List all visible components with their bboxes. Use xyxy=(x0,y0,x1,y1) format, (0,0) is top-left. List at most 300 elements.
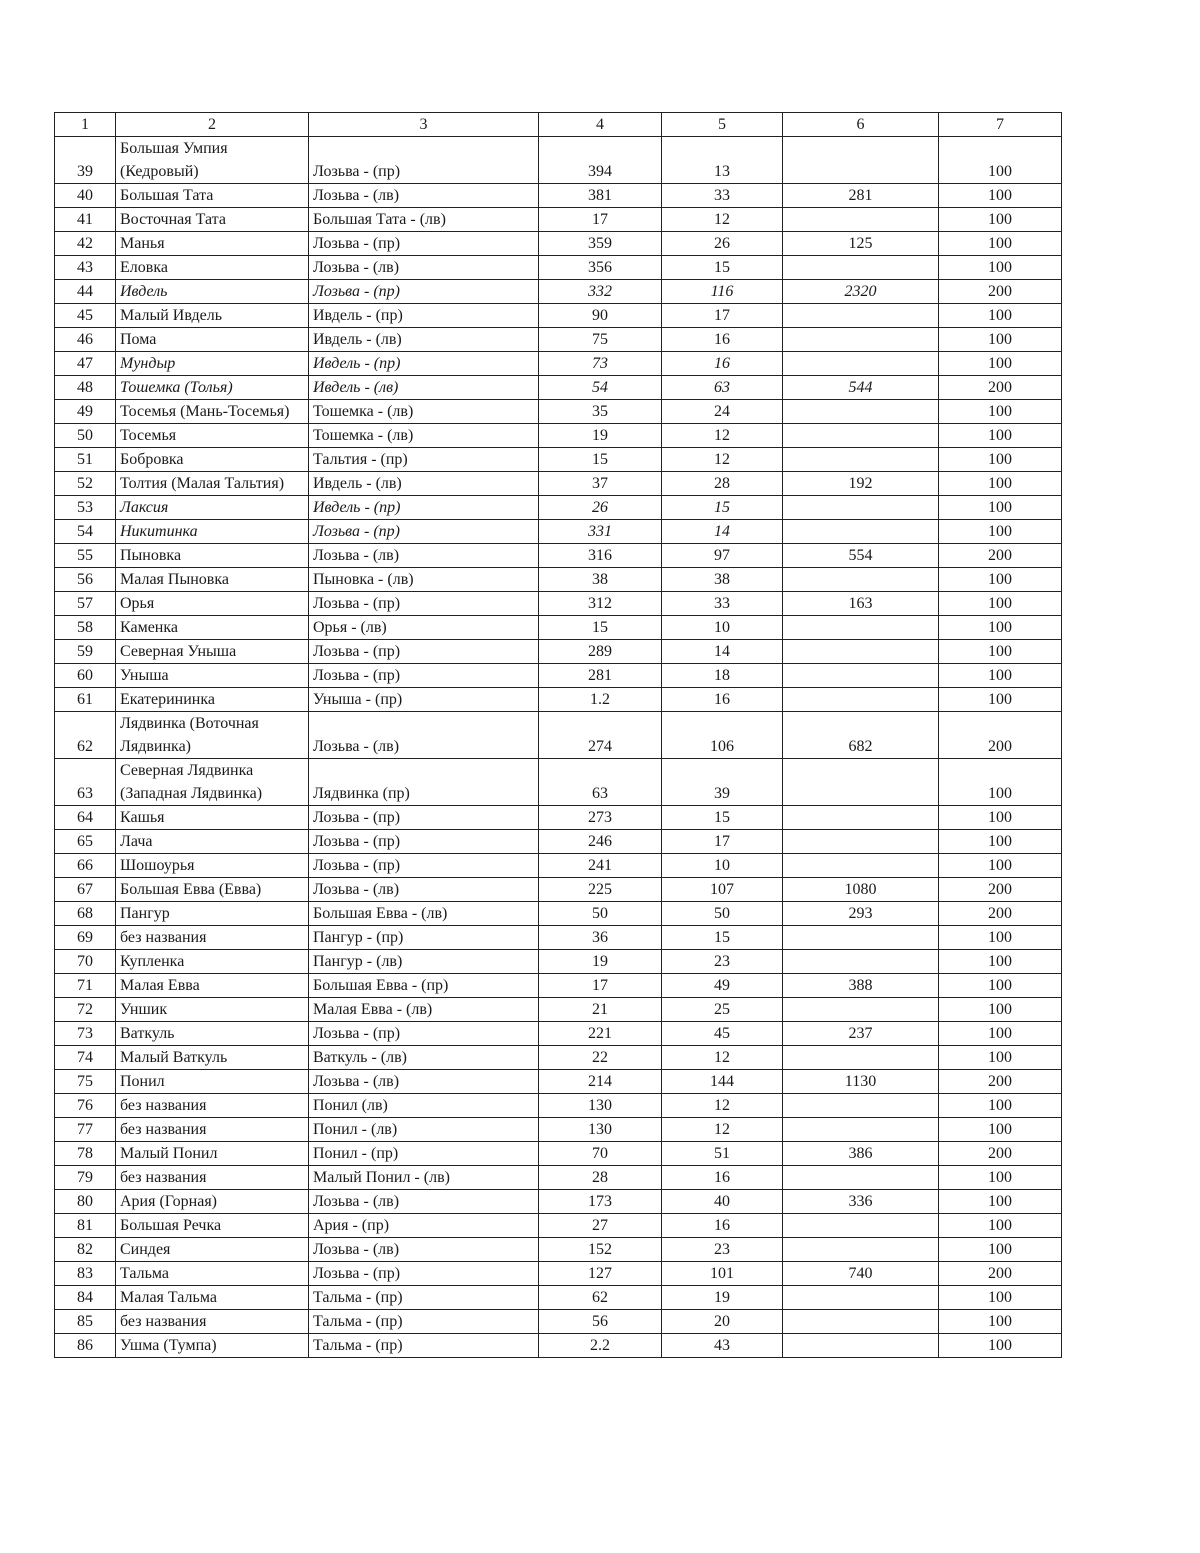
mouth-location: Лозьва - (пр) xyxy=(309,137,539,184)
value-col6 xyxy=(783,304,939,328)
mouth-location: Ивдель - (лв) xyxy=(309,328,539,352)
river-name: Екатерининка xyxy=(116,688,309,712)
value-col7: 100 xyxy=(939,472,1062,496)
value-col5: 17 xyxy=(662,304,783,328)
value-col6: 544 xyxy=(783,376,939,400)
value-col4: 90 xyxy=(539,304,662,328)
value-col6: 1130 xyxy=(783,1070,939,1094)
value-col6 xyxy=(783,520,939,544)
row-number: 52 xyxy=(55,472,116,496)
row-number: 42 xyxy=(55,232,116,256)
header-cell: 5 xyxy=(662,113,783,137)
value-col6: 237 xyxy=(783,1022,939,1046)
row-number: 46 xyxy=(55,328,116,352)
value-col5: 18 xyxy=(662,664,783,688)
table-row xyxy=(55,1142,1062,1166)
value-col7: 100 xyxy=(939,184,1062,208)
value-col7: 100 xyxy=(939,1190,1062,1214)
value-col4: 19 xyxy=(539,424,662,448)
value-col5: 10 xyxy=(662,854,783,878)
mouth-location: Ваткуль - (лв) xyxy=(309,1046,539,1070)
mouth-location: Лозьва - (лв) xyxy=(309,1190,539,1214)
row-number: 63 xyxy=(55,759,116,806)
river-name: Лаксия xyxy=(116,496,309,520)
row-number: 71 xyxy=(55,974,116,998)
mouth-location: Большая Евва - (лв) xyxy=(309,902,539,926)
mouth-location: Лозьва - (лв) xyxy=(309,712,539,759)
value-col6: 125 xyxy=(783,232,939,256)
row-number: 76 xyxy=(55,1094,116,1118)
mouth-location: Лозьва - (пр) xyxy=(309,830,539,854)
mouth-location: Лозьва - (пр) xyxy=(309,520,539,544)
table-row xyxy=(55,544,1062,568)
table-row xyxy=(55,568,1062,592)
table-row xyxy=(55,137,1062,184)
value-col6: 740 xyxy=(783,1262,939,1286)
value-col7: 100 xyxy=(939,1238,1062,1262)
river-name: Тосемья (Мань-Тосемья) xyxy=(116,400,309,424)
mouth-location: Уныша - (пр) xyxy=(309,688,539,712)
value-col4: 312 xyxy=(539,592,662,616)
value-col4: 35 xyxy=(539,400,662,424)
river-name: Орья xyxy=(116,592,309,616)
mouth-location: Лозьва - (пр) xyxy=(309,806,539,830)
table-row xyxy=(55,830,1062,854)
mouth-location: Лядвинка (пр) xyxy=(309,759,539,806)
mouth-location: Лозьва - (лв) xyxy=(309,1238,539,1262)
value-col7: 100 xyxy=(939,592,1062,616)
value-col5: 19 xyxy=(662,1286,783,1310)
river-name: Синдея xyxy=(116,1238,309,1262)
mouth-location: Тошемка - (лв) xyxy=(309,424,539,448)
value-col7: 100 xyxy=(939,520,1062,544)
value-col5: 106 xyxy=(662,712,783,759)
value-col7: 200 xyxy=(939,280,1062,304)
table-row xyxy=(55,232,1062,256)
value-col4: 152 xyxy=(539,1238,662,1262)
value-col7: 100 xyxy=(939,1118,1062,1142)
mouth-location: Большая Евва - (пр) xyxy=(309,974,539,998)
table-row xyxy=(55,208,1062,232)
value-col6: 554 xyxy=(783,544,939,568)
river-name: без названия xyxy=(116,1166,309,1190)
row-number: 64 xyxy=(55,806,116,830)
value-col4: 225 xyxy=(539,878,662,902)
value-col6: 281 xyxy=(783,184,939,208)
table-row xyxy=(55,712,1062,759)
value-col4: 56 xyxy=(539,1310,662,1334)
river-name: без названия xyxy=(116,1310,309,1334)
row-number: 47 xyxy=(55,352,116,376)
mouth-location: Орья - (лв) xyxy=(309,616,539,640)
value-col6: 2320 xyxy=(783,280,939,304)
value-col6 xyxy=(783,208,939,232)
value-col5: 116 xyxy=(662,280,783,304)
value-col5: 13 xyxy=(662,137,783,184)
value-col5: 16 xyxy=(662,352,783,376)
value-col5: 39 xyxy=(662,759,783,806)
value-col6 xyxy=(783,854,939,878)
value-col5: 107 xyxy=(662,878,783,902)
mouth-location: Лозьва - (пр) xyxy=(309,640,539,664)
river-name: Никитинка xyxy=(116,520,309,544)
value-col5: 40 xyxy=(662,1190,783,1214)
value-col6: 1080 xyxy=(783,878,939,902)
table-row xyxy=(55,1070,1062,1094)
value-col5: 12 xyxy=(662,208,783,232)
header-row xyxy=(55,113,1062,137)
value-col6 xyxy=(783,424,939,448)
mouth-location: Ивдель - (пр) xyxy=(309,304,539,328)
river-name: Манья xyxy=(116,232,309,256)
value-col7: 100 xyxy=(939,1310,1062,1334)
value-col5: 28 xyxy=(662,472,783,496)
river-name: Толтия (Малая Тальтия) xyxy=(116,472,309,496)
river-name: Бобровка xyxy=(116,448,309,472)
value-col4: 127 xyxy=(539,1262,662,1286)
table-row xyxy=(55,424,1062,448)
value-col6: 336 xyxy=(783,1190,939,1214)
value-col7: 200 xyxy=(939,878,1062,902)
table-row xyxy=(55,256,1062,280)
value-col7: 200 xyxy=(939,544,1062,568)
row-number: 49 xyxy=(55,400,116,424)
value-col4: 316 xyxy=(539,544,662,568)
table-row xyxy=(55,616,1062,640)
table-row xyxy=(55,352,1062,376)
table-row xyxy=(55,1238,1062,1262)
row-number: 86 xyxy=(55,1334,116,1358)
row-number: 65 xyxy=(55,830,116,854)
river-name: Уныша xyxy=(116,664,309,688)
row-number: 78 xyxy=(55,1142,116,1166)
mouth-location: Ивдель - (пр) xyxy=(309,352,539,376)
table-row xyxy=(55,688,1062,712)
mouth-location: Тальма - (пр) xyxy=(309,1334,539,1358)
value-col5: 14 xyxy=(662,640,783,664)
header-cell: 4 xyxy=(539,113,662,137)
value-col4: 1.2 xyxy=(539,688,662,712)
table-row xyxy=(55,376,1062,400)
table-row xyxy=(55,854,1062,878)
row-number: 77 xyxy=(55,1118,116,1142)
value-col7: 200 xyxy=(939,1142,1062,1166)
value-col6: 388 xyxy=(783,974,939,998)
value-col5: 23 xyxy=(662,950,783,974)
value-col7: 100 xyxy=(939,352,1062,376)
river-name: Понил xyxy=(116,1070,309,1094)
value-col7: 100 xyxy=(939,232,1062,256)
value-col7: 100 xyxy=(939,256,1062,280)
value-col4: 2.2 xyxy=(539,1334,662,1358)
value-col7: 200 xyxy=(939,712,1062,759)
value-col5: 20 xyxy=(662,1310,783,1334)
value-col4: 28 xyxy=(539,1166,662,1190)
table-row xyxy=(55,496,1062,520)
mouth-location: Понил (лв) xyxy=(309,1094,539,1118)
row-number: 54 xyxy=(55,520,116,544)
table-row xyxy=(55,472,1062,496)
value-col5: 15 xyxy=(662,806,783,830)
value-col4: 62 xyxy=(539,1286,662,1310)
value-col4: 70 xyxy=(539,1142,662,1166)
value-col7: 100 xyxy=(939,568,1062,592)
river-name: Тальма xyxy=(116,1262,309,1286)
river-name: Тосемья xyxy=(116,424,309,448)
value-col4: 274 xyxy=(539,712,662,759)
value-col6 xyxy=(783,352,939,376)
value-col7: 100 xyxy=(939,974,1062,998)
river-name: Малый Понил xyxy=(116,1142,309,1166)
value-col5: 24 xyxy=(662,400,783,424)
row-number: 84 xyxy=(55,1286,116,1310)
table-row xyxy=(55,280,1062,304)
mouth-location: Понил - (пр) xyxy=(309,1142,539,1166)
row-number: 70 xyxy=(55,950,116,974)
value-col6 xyxy=(783,640,939,664)
row-number: 41 xyxy=(55,208,116,232)
river-name: Каменка xyxy=(116,616,309,640)
value-col7: 200 xyxy=(939,902,1062,926)
value-col5: 12 xyxy=(662,1118,783,1142)
value-col6: 682 xyxy=(783,712,939,759)
river-name: без названия xyxy=(116,1094,309,1118)
value-col7: 100 xyxy=(939,1046,1062,1070)
table-row xyxy=(55,448,1062,472)
river-name: Мундыр xyxy=(116,352,309,376)
header-cell: 3 xyxy=(309,113,539,137)
row-number: 60 xyxy=(55,664,116,688)
value-col4: 15 xyxy=(539,448,662,472)
table-row xyxy=(55,1046,1062,1070)
row-number: 43 xyxy=(55,256,116,280)
value-col7: 100 xyxy=(939,926,1062,950)
value-col7: 100 xyxy=(939,1022,1062,1046)
mouth-location: Лозьва - (лв) xyxy=(309,544,539,568)
mouth-location: Тошемка - (лв) xyxy=(309,400,539,424)
row-number: 72 xyxy=(55,998,116,1022)
value-col7: 100 xyxy=(939,1214,1062,1238)
value-col7: 100 xyxy=(939,304,1062,328)
value-col6 xyxy=(783,328,939,352)
value-col7: 100 xyxy=(939,208,1062,232)
river-name: Лача xyxy=(116,830,309,854)
row-number: 50 xyxy=(55,424,116,448)
river-name: Большая Умпия (Кедровый) xyxy=(116,137,309,184)
row-number: 68 xyxy=(55,902,116,926)
value-col7: 100 xyxy=(939,806,1062,830)
row-number: 55 xyxy=(55,544,116,568)
value-col4: 17 xyxy=(539,208,662,232)
table-row xyxy=(55,998,1062,1022)
header-cell: 1 xyxy=(55,113,116,137)
mouth-location: Пангур - (лв) xyxy=(309,950,539,974)
river-name: Еловка xyxy=(116,256,309,280)
table-row xyxy=(55,1022,1062,1046)
mouth-location: Пангур - (пр) xyxy=(309,926,539,950)
value-col7: 100 xyxy=(939,496,1062,520)
value-col6 xyxy=(783,926,939,950)
header-cell: 7 xyxy=(939,113,1062,137)
value-col5: 17 xyxy=(662,830,783,854)
mouth-location: Пыновка - (лв) xyxy=(309,568,539,592)
mouth-location: Лозьва - (пр) xyxy=(309,592,539,616)
value-col4: 173 xyxy=(539,1190,662,1214)
value-col4: 54 xyxy=(539,376,662,400)
value-col7: 100 xyxy=(939,400,1062,424)
value-col7: 100 xyxy=(939,448,1062,472)
mouth-location: Ивдель - (лв) xyxy=(309,376,539,400)
value-col5: 51 xyxy=(662,1142,783,1166)
table-row xyxy=(55,1118,1062,1142)
value-col7: 100 xyxy=(939,830,1062,854)
value-col5: 144 xyxy=(662,1070,783,1094)
value-col6 xyxy=(783,256,939,280)
value-col4: 75 xyxy=(539,328,662,352)
row-number: 53 xyxy=(55,496,116,520)
table-row xyxy=(55,328,1062,352)
mouth-location: Лозьва - (лв) xyxy=(309,878,539,902)
value-col5: 38 xyxy=(662,568,783,592)
row-number: 83 xyxy=(55,1262,116,1286)
value-col4: 381 xyxy=(539,184,662,208)
value-col4: 63 xyxy=(539,759,662,806)
value-col6 xyxy=(783,400,939,424)
mouth-location: Лозьва - (пр) xyxy=(309,664,539,688)
value-col4: 289 xyxy=(539,640,662,664)
table-row xyxy=(55,1334,1062,1358)
mouth-location: Понил - (лв) xyxy=(309,1118,539,1142)
river-name: Северная Уныша xyxy=(116,640,309,664)
table-row xyxy=(55,664,1062,688)
row-number: 73 xyxy=(55,1022,116,1046)
value-col6 xyxy=(783,616,939,640)
value-col7: 100 xyxy=(939,759,1062,806)
river-name: Малый Ваткуль xyxy=(116,1046,309,1070)
river-name: Пыновка xyxy=(116,544,309,568)
mouth-location: Большая Тата - (лв) xyxy=(309,208,539,232)
value-col6 xyxy=(783,1334,939,1358)
value-col6: 386 xyxy=(783,1142,939,1166)
river-name: Большая Евва (Евва) xyxy=(116,878,309,902)
row-number: 67 xyxy=(55,878,116,902)
river-name: Пангур xyxy=(116,902,309,926)
value-col5: 16 xyxy=(662,688,783,712)
mouth-location: Лозьва - (лв) xyxy=(309,256,539,280)
row-number: 69 xyxy=(55,926,116,950)
table-row xyxy=(55,520,1062,544)
value-col4: 394 xyxy=(539,137,662,184)
value-col5: 15 xyxy=(662,496,783,520)
value-col6 xyxy=(783,1094,939,1118)
value-col7: 100 xyxy=(939,640,1062,664)
value-col6 xyxy=(783,448,939,472)
value-col6 xyxy=(783,998,939,1022)
row-number: 66 xyxy=(55,854,116,878)
mouth-location: Малая Евва - (лв) xyxy=(309,998,539,1022)
value-col5: 45 xyxy=(662,1022,783,1046)
value-col7: 100 xyxy=(939,137,1062,184)
value-col6 xyxy=(783,1238,939,1262)
river-name: Кашья xyxy=(116,806,309,830)
value-col4: 73 xyxy=(539,352,662,376)
river-name: Большая Речка xyxy=(116,1214,309,1238)
value-col4: 26 xyxy=(539,496,662,520)
value-col4: 331 xyxy=(539,520,662,544)
value-col7: 200 xyxy=(939,376,1062,400)
value-col5: 97 xyxy=(662,544,783,568)
river-name: Малая Пыновка xyxy=(116,568,309,592)
value-col5: 16 xyxy=(662,1166,783,1190)
header-cell: 6 xyxy=(783,113,939,137)
value-col5: 25 xyxy=(662,998,783,1022)
value-col7: 100 xyxy=(939,1094,1062,1118)
mouth-location: Ария - (пр) xyxy=(309,1214,539,1238)
row-number: 61 xyxy=(55,688,116,712)
mouth-location: Тальтия - (пр) xyxy=(309,448,539,472)
value-col6: 163 xyxy=(783,592,939,616)
table-row xyxy=(55,806,1062,830)
value-col7: 100 xyxy=(939,1166,1062,1190)
row-number: 44 xyxy=(55,280,116,304)
value-col4: 246 xyxy=(539,830,662,854)
river-name: Ария (Горная) xyxy=(116,1190,309,1214)
value-col5: 33 xyxy=(662,184,783,208)
value-col5: 12 xyxy=(662,1046,783,1070)
value-col7: 100 xyxy=(939,328,1062,352)
row-number: 56 xyxy=(55,568,116,592)
row-number: 75 xyxy=(55,1070,116,1094)
river-name: Малая Тальма xyxy=(116,1286,309,1310)
value-col6 xyxy=(783,806,939,830)
value-col4: 356 xyxy=(539,256,662,280)
value-col5: 23 xyxy=(662,1238,783,1262)
table-row xyxy=(55,184,1062,208)
table-row xyxy=(55,640,1062,664)
mouth-location: Ивдель - (лв) xyxy=(309,472,539,496)
mouth-location: Тальма - (пр) xyxy=(309,1310,539,1334)
value-col6 xyxy=(783,137,939,184)
value-col6 xyxy=(783,1214,939,1238)
row-number: 39 xyxy=(55,137,116,184)
row-number: 82 xyxy=(55,1238,116,1262)
value-col7: 100 xyxy=(939,854,1062,878)
row-number: 58 xyxy=(55,616,116,640)
river-name: Уншик xyxy=(116,998,309,1022)
value-col5: 63 xyxy=(662,376,783,400)
value-col6 xyxy=(783,1118,939,1142)
table-body xyxy=(55,113,1062,1358)
table-row xyxy=(55,304,1062,328)
value-col6 xyxy=(783,950,939,974)
value-col6 xyxy=(783,568,939,592)
value-col4: 37 xyxy=(539,472,662,496)
row-number: 79 xyxy=(55,1166,116,1190)
table-row xyxy=(55,592,1062,616)
mouth-location: Лозьва - (пр) xyxy=(309,232,539,256)
table-row xyxy=(55,1094,1062,1118)
value-col7: 100 xyxy=(939,424,1062,448)
mouth-location: Лозьва - (пр) xyxy=(309,1262,539,1286)
row-number: 85 xyxy=(55,1310,116,1334)
value-col4: 241 xyxy=(539,854,662,878)
value-col6 xyxy=(783,1046,939,1070)
value-col7: 100 xyxy=(939,1286,1062,1310)
value-col5: 15 xyxy=(662,256,783,280)
value-col7: 100 xyxy=(939,998,1062,1022)
row-number: 74 xyxy=(55,1046,116,1070)
row-number: 80 xyxy=(55,1190,116,1214)
